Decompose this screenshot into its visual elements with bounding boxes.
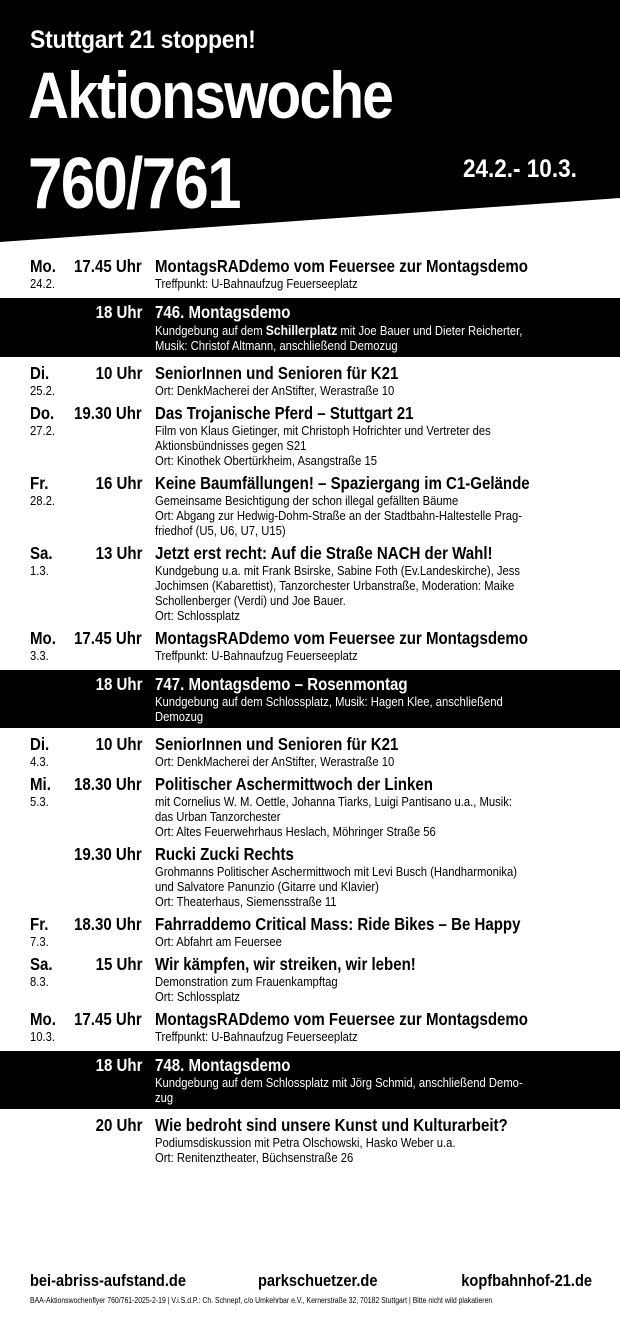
event-description-line: Treffpunkt: U-Bahnaufzug Feuerseeplatz xyxy=(155,1030,358,1044)
event-title: SeniorInnen und Senioren für K21 xyxy=(155,363,399,383)
event-description-line: Ort: Renitenztheater, Büchsenstraße 26 xyxy=(155,1151,354,1165)
event-time: 15 Uhr xyxy=(95,954,142,974)
event-time: 17.45 Uhr xyxy=(74,1009,142,1029)
event-details xyxy=(155,473,595,539)
event-description-line: Schollenberger (Verdi) und Joe Bauer. xyxy=(155,594,346,608)
event-details xyxy=(155,954,595,1005)
event-day: Do. xyxy=(30,403,55,423)
event-date: 25.2. xyxy=(30,384,56,398)
imprint: BAA-Aktionswochenflyer 760/761-2025-2-19 | V.i.S.d.P.: Ch. Schnepf, c/o Umkehrbar e.V., Kernerstraße 32, 70182 Stuttgart | Bitte nicht wild plakatieren xyxy=(30,1296,493,1305)
event-day: Sa. xyxy=(30,954,53,974)
footer-link-parkschuetzer[interactable]: parkschuetzer.de xyxy=(258,1271,378,1290)
event-row xyxy=(0,541,620,626)
event-time: 17.45 Uhr xyxy=(74,256,142,276)
event-details xyxy=(155,403,595,469)
event-time: 13 Uhr xyxy=(95,543,142,563)
footer-link-bei-abriss-aufstand[interactable]: bei-abriss-aufstand.de xyxy=(30,1271,186,1290)
event-title: Fahrraddemo Critical Mass: Ride Bikes – Be Happy xyxy=(155,914,521,934)
event-details xyxy=(155,1009,595,1045)
event-date: 27.2. xyxy=(30,424,56,438)
event-row-highlight xyxy=(0,670,620,728)
kicker: Stuttgart 21 stoppen! xyxy=(30,26,256,54)
event-row xyxy=(0,732,620,772)
event-details xyxy=(155,256,595,292)
event-details xyxy=(155,674,595,725)
event-details xyxy=(155,774,595,840)
event-row xyxy=(0,842,620,912)
event-row xyxy=(0,1113,620,1168)
event-details xyxy=(155,302,595,354)
event-time: 20 Uhr xyxy=(95,1115,142,1135)
event-description-line: und Salvatore Panunzio (Gitarre und Klavier) xyxy=(155,880,379,894)
event-title: MontagsRADdemo vom Feuersee zur Montagsdemo xyxy=(155,256,528,276)
event-day: Sa. xyxy=(30,543,53,563)
event-title: MontagsRADdemo vom Feuersee zur Montagsdemo xyxy=(155,628,528,648)
event-day: Mo. xyxy=(30,256,56,276)
event-row-highlight xyxy=(0,1051,620,1109)
event-date: 28.2. xyxy=(30,494,56,508)
footer-links xyxy=(30,1271,592,1293)
event-time: 16 Uhr xyxy=(95,473,142,493)
event-title: Wir kämpfen, wir streiken, wir leben! xyxy=(155,954,416,974)
event-description-line: Ort: Altes Feuerwehrhaus Heslach, Möhringer Straße 56 xyxy=(155,825,436,839)
event-title: 747. Montagsdemo – Rosenmontag xyxy=(155,674,408,694)
event-description-line: Film von Klaus Gietinger, mit Christoph Hofrichter und Vertreter des xyxy=(155,424,491,438)
event-day: Mi. xyxy=(30,774,51,794)
event-row xyxy=(0,1007,620,1047)
event-row-highlight xyxy=(0,298,620,357)
event-time: 18 Uhr xyxy=(95,302,142,322)
event-row xyxy=(0,952,620,1007)
header-banner xyxy=(0,0,620,250)
event-title: Politischer Aschermittwoch der Linken xyxy=(155,774,433,794)
event-title: Wie bedroht sind unsere Kunst und Kulturarbeit? xyxy=(155,1115,508,1135)
event-row xyxy=(0,401,620,471)
footer-link-kopfbahnhof-21[interactable]: kopfbahnhof-21.de xyxy=(461,1271,592,1290)
event-description-line: Kundgebung auf dem Schlossplatz, Musik: Hagen Klee, anschließend xyxy=(155,695,503,709)
event-title: Keine Baumfällungen! – Spaziergang im C1-Gelände xyxy=(155,473,530,493)
event-description-line: Gemeinsame Besichtigung der schon illegal gefällten Bäume xyxy=(155,494,459,508)
event-details xyxy=(155,1115,595,1166)
event-date: 8.3. xyxy=(30,975,49,989)
event-description-line: Ort: Schlossplatz xyxy=(155,609,241,623)
event-description-line: Treffpunkt: U-Bahnaufzug Feuerseeplatz xyxy=(155,649,358,663)
event-description-line: Kundgebung auf dem Schillerplatz mit Joe Bauer und Dieter Reicherter, xyxy=(155,323,523,338)
event-time: 19.30 Uhr xyxy=(74,403,142,423)
event-date: 1.3. xyxy=(30,564,49,578)
event-title: MontagsRADdemo vom Feuersee zur Montagsdemo xyxy=(155,1009,528,1029)
event-description-line: Treffpunkt: U-Bahnaufzug Feuerseeplatz xyxy=(155,277,358,291)
emphasis: Schillerplatz xyxy=(265,323,338,338)
title-line-2: 760/761 xyxy=(28,144,240,224)
event-time: 10 Uhr xyxy=(95,734,142,754)
event-time: 10 Uhr xyxy=(95,363,142,383)
event-description-line: Ort: Theaterhaus, Siemensstraße 11 xyxy=(155,895,337,909)
event-details xyxy=(155,1055,595,1106)
event-description-line: das Urban Tanzorchester xyxy=(155,810,281,824)
event-description-line: Ort: Kinothek Obertürkheim, Asangstraße 15 xyxy=(155,454,377,468)
event-title: SeniorInnen und Senioren für K21 xyxy=(155,734,399,754)
event-day: Di. xyxy=(30,363,50,383)
event-description-line: Jochimsen (Kabarettist), Tanzorchester Urbanstraße, Moderation: Maike xyxy=(155,579,515,593)
event-description-line: Grohmanns Politischer Aschermittwoch mit Levi Busch (Handharmonika) xyxy=(155,865,518,879)
event-row xyxy=(0,772,620,842)
event-description-line: Podiumsdiskussion mit Petra Olschowski, Hasko Weber u.a. xyxy=(155,1136,456,1150)
event-time: 19.30 Uhr xyxy=(74,844,142,864)
event-description-line: Demozug xyxy=(155,710,204,724)
event-row xyxy=(0,912,620,952)
event-description-line: Aktionsbündnisses gegen S21 xyxy=(155,439,307,453)
event-time: 18 Uhr xyxy=(95,1055,142,1075)
event-title: 746. Montagsdemo xyxy=(155,302,291,322)
event-description-line: Ort: DenkMacherei der AnStifter, Werastraße 10 xyxy=(155,755,395,769)
event-date: 5.3. xyxy=(30,795,49,809)
event-title: Rucki Zucki Rechts xyxy=(155,844,294,864)
event-time: 18.30 Uhr xyxy=(74,914,142,934)
event-description-line: Musik: Christof Altmann, anschließend Demozug xyxy=(155,339,398,353)
event-time: 17.45 Uhr xyxy=(74,628,142,648)
event-details xyxy=(155,543,595,624)
event-day: Mo. xyxy=(30,628,56,648)
event-time: 18.30 Uhr xyxy=(74,774,142,794)
event-description-line: Ort: Abgang zur Hedwig-Dohm-Straße an der Stadtbahn-Haltestelle Prag- xyxy=(155,509,523,523)
event-title: Jetzt erst recht: Auf die Straße NACH der Wahl! xyxy=(155,543,493,563)
date-range: 24.2.- 10.3. xyxy=(463,155,577,183)
event-description-line: Demonstration zum Frauenkampftag xyxy=(155,975,338,989)
event-date: 3.3. xyxy=(30,649,49,663)
event-day: Fr. xyxy=(30,914,49,934)
event-date: 24.2. xyxy=(30,277,56,291)
event-title: Das Trojanische Pferd – Stuttgart 21 xyxy=(155,403,414,423)
event-title: 748. Montagsdemo xyxy=(155,1055,291,1075)
event-details xyxy=(155,628,595,664)
event-description-line: Ort: Abfahrt am Feuersee xyxy=(155,935,282,949)
event-description-line: zug xyxy=(155,1091,174,1105)
event-row xyxy=(0,471,620,541)
event-time: 18 Uhr xyxy=(95,674,142,694)
event-details xyxy=(155,363,595,399)
event-date: 7.3. xyxy=(30,935,49,949)
event-day: Di. xyxy=(30,734,50,754)
event-row xyxy=(0,626,620,666)
event-description-line: Ort: Schlossplatz xyxy=(155,990,241,1004)
event-description-line: mit Cornelius W. M. Oettle, Johanna Tiarks, Luigi Pantisano u.a., Musik: xyxy=(155,795,513,809)
event-list xyxy=(0,254,620,1168)
title-line-1: Aktionswoche xyxy=(28,58,393,132)
event-date: 4.3. xyxy=(30,755,49,769)
event-day: Fr. xyxy=(30,473,49,493)
event-details xyxy=(155,914,595,950)
event-details xyxy=(155,734,595,770)
event-day: Mo. xyxy=(30,1009,56,1029)
event-row xyxy=(0,254,620,294)
event-details xyxy=(155,844,595,910)
event-description-line: Kundgebung auf dem Schlossplatz mit Jörg Schmid, anschließend Demo- xyxy=(155,1076,523,1090)
event-row xyxy=(0,361,620,401)
event-description-line: Kundgebung u.a. mit Frank Bsirske, Sabine Foth (Ev.Landeskirche), Jess xyxy=(155,564,520,578)
event-description-line: friedhof (U5, U6, U7, U15) xyxy=(155,524,286,538)
event-description-line: Ort: DenkMacherei der AnStifter, Werastraße 10 xyxy=(155,384,395,398)
event-date: 10.3. xyxy=(30,1030,56,1044)
